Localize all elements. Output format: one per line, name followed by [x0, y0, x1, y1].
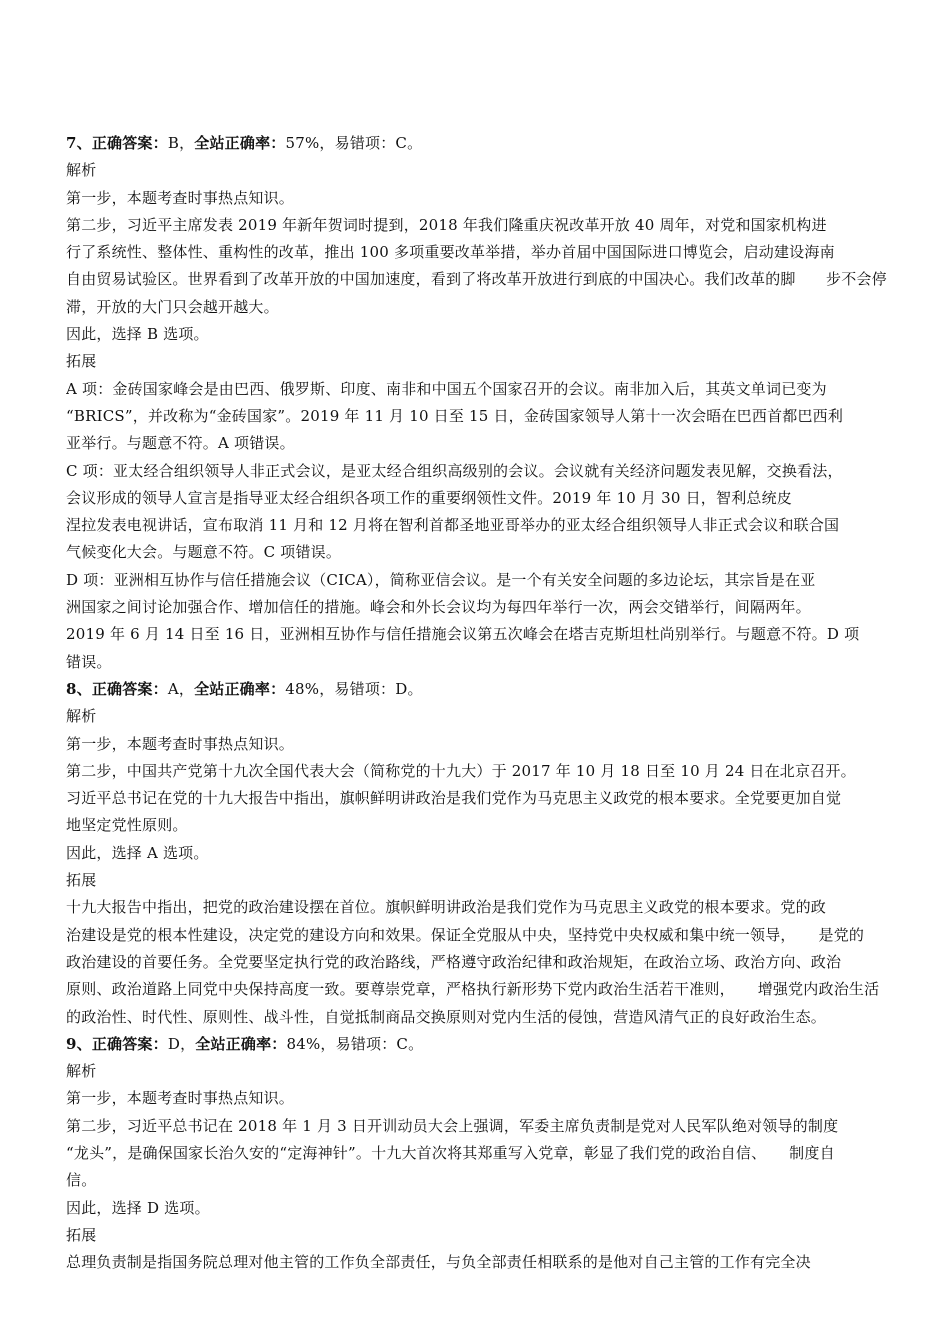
text-run: 拓展	[66, 871, 97, 890]
bold-text-run: 7、正确答案：	[66, 134, 168, 152]
text-line	[66, 867, 888, 894]
text-run: 第一步，本题考查时事热点知识。	[66, 188, 295, 207]
text-line	[66, 1085, 888, 1112]
text-run: 自由贸易试验区。世界看到了改革开放的中国加速度，看到了将改革开放进行到底的中国决心。我们改革的脚 步不会停	[66, 270, 887, 289]
text-line	[66, 403, 888, 430]
text-line	[66, 731, 888, 758]
text-line	[66, 949, 888, 976]
text-run: 的政治性、时代性、原则性、战斗性，自觉抵制商品交换原则对党内生活的侵蚀，营造风清气正的良好政治生态。	[66, 1007, 827, 1026]
text-run: D 项：亚洲相互协作与信任措施会议（CICA），简称亚信会议。是一个有关安全问题的多边论坛，其宗旨是在亚	[66, 570, 816, 589]
text-run: 错误。	[66, 652, 112, 671]
text-line	[66, 239, 888, 266]
text-run: 洲国家之间讨论加强合作、增加信任的措施。峰会和外长会议均为每四年举行一次，两会交错举行，间隔两年。	[66, 598, 811, 617]
text-run: 第一步，本题考查时事热点知识。	[66, 734, 295, 753]
text-run: 习近平总书记在党的十九大报告中指出，旗帜鲜明讲政治是我们党作为马克思主义政党的根本要求。全党要更加自觉	[66, 789, 842, 808]
text-line	[66, 130, 888, 157]
text-line	[66, 922, 888, 949]
text-line	[66, 539, 888, 566]
text-line	[66, 1113, 888, 1140]
text-run: A 项：金砖国家峰会是由巴西、俄罗斯、印度、南非和中国五个国家召开的会议。南非加入后，其英文单词已变为	[66, 379, 827, 398]
text-run: 亚举行。与题意不符。A 项错误。	[66, 434, 295, 453]
text-line	[66, 157, 888, 184]
text-line	[66, 785, 888, 812]
text-run: 拓展	[66, 352, 97, 371]
text-line	[66, 758, 888, 785]
text-run: 2019 年 6 月 14 日至 16 日，亚洲相互协作与信任措施会议第五次峰会在塔吉克斯坦杜尚别举行。与题意不符。D 项	[66, 625, 860, 644]
text-line	[66, 348, 888, 375]
text-run: B，	[167, 134, 195, 152]
bold-text-run: 全站正确率：	[194, 679, 286, 698]
text-line	[66, 458, 888, 485]
text-run: 总理负责制是指国务院总理对他主管的工作负全部责任，与负全部责任相联系的是他对自己主管的工作有完全决	[66, 1253, 811, 1272]
text-run: 政治建设的首要任务。全党要坚定执行党的政治路线，严格遵守政治纪律和政治规矩，在政治立场、政治方向、政治	[66, 952, 842, 971]
text-run: A，	[167, 679, 195, 698]
text-run: 解析	[66, 161, 97, 180]
text-line	[66, 266, 888, 293]
text-run: 解析	[66, 1062, 97, 1081]
text-line	[66, 294, 888, 321]
text-run: 48%，易错项：D。	[285, 679, 423, 698]
text-run: “BRICS”，并改称为“金砖国家”。2019 年 11 月 10 日至 15 日，金砖国家领导人第十一次会晤在巴西首都巴西利	[66, 406, 844, 425]
text-line	[66, 1249, 888, 1276]
text-line	[66, 321, 888, 348]
text-line	[66, 1004, 888, 1031]
text-line	[66, 649, 888, 676]
text-line	[66, 1031, 888, 1058]
text-line	[66, 512, 888, 539]
text-run: 治建设是党的根本性建设，决定党的建设方向和效果。保证全党服从中央，坚持党中央权威和集中统一领导， 是党的	[66, 925, 865, 944]
text-line	[66, 976, 888, 1003]
text-line	[66, 812, 888, 839]
bold-text-run: 8、正确答案：	[66, 679, 168, 698]
text-run: 84%，易错项：C。	[286, 1034, 424, 1053]
text-line	[66, 894, 888, 921]
text-line	[66, 376, 888, 403]
text-run: 57%，易错项：C。	[285, 134, 423, 152]
text-line	[66, 1140, 888, 1167]
text-run: 第二步，习近平总书记在 2018 年 1 月 3 日开训动员大会上强调，军委主席负责制是党对人民军队绝对领导的制度	[66, 1116, 839, 1135]
text-line	[66, 1222, 888, 1249]
text-run: 因此，选择 B 选项。	[66, 325, 209, 344]
text-line	[66, 185, 888, 212]
text-run: 第二步，中国共产党第十九次全国代表大会（简称党的十九大）于 2017 年 10 月 18 日至 10 月 24 日在北京召开。	[66, 761, 856, 780]
text-line	[66, 567, 888, 594]
bold-text-run: 全站正确率：	[194, 134, 286, 152]
text-run: 第二步，习近平主席发表 2019 年新年贺词时提到，2018 年我们隆重庆祝改革开放 40 周年，对党和国家机构进	[66, 215, 827, 234]
bold-text-run: 全站正确率：	[195, 1034, 287, 1053]
text-run: 地坚定党性原则。	[66, 816, 188, 835]
document-page	[66, 130, 888, 1276]
text-line	[66, 703, 888, 730]
text-run: C 项：亚太经合组织领导人非正式会议，是亚太经合组织高级别的会议。会议就有关经济问题发表见解，交换看法，	[66, 461, 843, 480]
text-line	[66, 212, 888, 239]
text-run: 解析	[66, 707, 97, 726]
text-run: 滞，开放的大门只会越开越大。	[66, 297, 279, 316]
text-run: 会议形成的领导人宣言是指导亚太经合组织各项工作的重要纲领性文件。2019 年 10 月 30 日，智利总统皮	[66, 488, 792, 507]
text-run: 因此，选择 A 选项。	[66, 843, 209, 862]
text-line	[66, 594, 888, 621]
text-run: 因此，选择 D 选项。	[66, 1198, 210, 1217]
text-run: 十九大报告中指出，把党的政治建设摆在首位。旗帜鲜明讲政治是我们党作为马克思主义政党的根本要求。党的政	[66, 898, 827, 917]
text-line	[66, 840, 888, 867]
text-run: 行了系统性、整体性、重构性的改革，推出 100 多项重要改革举措，举办首届中国国际进口博览会，启动建设海南	[66, 243, 835, 262]
text-run: 涅拉发表电视讲话，宣布取消 11 月和 12 月将在智利首都圣地亚哥举办的亚太经合组织领导人非正式会议和联合国	[66, 516, 840, 535]
text-run: 第一步，本题考查时事热点知识。	[66, 1089, 295, 1108]
text-run: “龙头”，是确保国家长治久安的“定海神针”。十九大首次将其郑重写入党章，彰显了我们党的政治自信、 制度自	[66, 1143, 835, 1162]
text-run: 信。	[66, 1171, 97, 1190]
text-run: 气候变化大会。与题意不符。C 项错误。	[66, 543, 342, 562]
bold-text-run: 9、正确答案：	[66, 1034, 168, 1053]
text-line	[66, 621, 888, 648]
text-line	[66, 430, 888, 457]
text-line	[66, 1195, 888, 1222]
text-run: D，	[167, 1034, 196, 1053]
text-line	[66, 676, 888, 703]
text-line	[66, 1058, 888, 1085]
text-line	[66, 1167, 888, 1194]
text-run: 原则、政治道路上同党中央保持高度一致。要尊崇党章，严格执行新形势下党内政治生活若干准则， 增强党内政治生活	[66, 980, 880, 999]
text-line	[66, 485, 888, 512]
text-run: 拓展	[66, 1225, 97, 1244]
